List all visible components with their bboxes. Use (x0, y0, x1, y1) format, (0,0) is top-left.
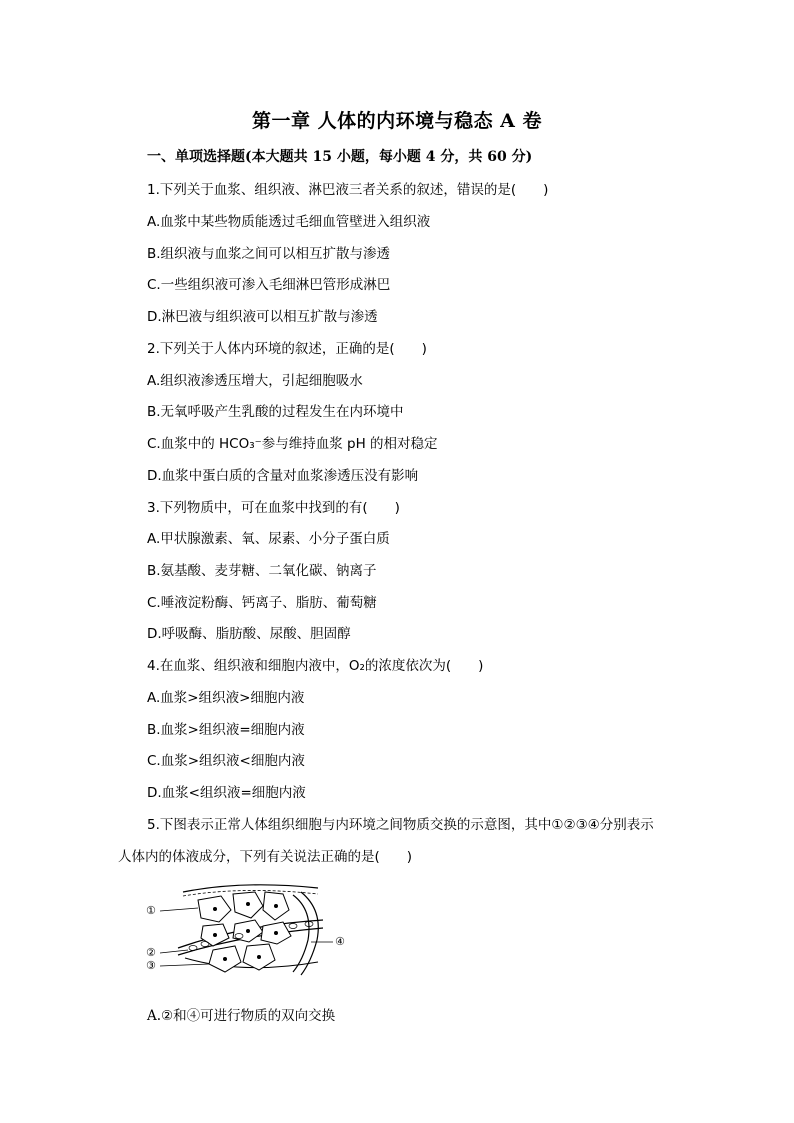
question-1-option-a: A.血浆中某些物质能透过毛细血管壁进入组织液 (147, 214, 431, 230)
tissue-cells-illustration (143, 880, 353, 985)
question-3-option-a: A.甲状腺激素、氧、尿素、小分子蛋白质 (147, 531, 390, 547)
question-1-stem: 1.下列关于血浆、组织液、淋巴液三者关系的叙述，错误的是( ) (147, 182, 549, 198)
figure-label-1: ① (146, 904, 156, 917)
question-2-option-b: B.无氧呼吸产生乳酸的过程发生在内环境中 (147, 404, 404, 420)
question-4-stem: 4.在血浆、组织液和细胞内液中，O₂的浓度依次为( ) (147, 658, 484, 674)
question-1-option-c: C.一些组织液可渗入毛细淋巴管形成淋巴 (147, 277, 391, 293)
question-4-option-d: D.血浆<组织液=细胞内液 (147, 785, 306, 801)
body-fluid-diagram (143, 880, 353, 985)
figure-label-3: ③ (146, 959, 156, 972)
question-2-stem: 2.下列关于人体内环境的叙述，正确的是( ) (147, 341, 427, 357)
figure-label-2: ② (146, 946, 156, 959)
question-2-option-a: A.组织液渗透压增大，引起细胞吸水 (147, 373, 363, 389)
question-5-stem-line2: 人体内的体液成分，下列有关说法正确的是( ) (118, 849, 413, 865)
question-5-stem-line1: 5.下图表示正常人体组织细胞与内环境之间物质交换的示意图，其中①②③④分别表示 (147, 817, 654, 833)
section-heading: 一、单项选择题(本大题共 15 小题，每小题 4 分，共 60 分) (147, 149, 533, 165)
question-2-option-c: C.血浆中的 HCO₃⁻参与维持血浆 pH 的相对稳定 (147, 436, 438, 452)
question-4-option-a: A.血浆>组织液>细胞内液 (147, 690, 305, 706)
question-3-option-d: D.呼吸酶、脂肪酸、尿酸、胆固醇 (147, 626, 351, 642)
question-3-stem: 3.下列物质中，可在血浆中找到的有( ) (147, 500, 400, 516)
question-4-option-b: B.血浆>组织液=细胞内液 (147, 722, 305, 738)
question-3-option-c: C.唾液淀粉酶、钙离子、脂肪、葡萄糖 (147, 595, 377, 611)
question-1-option-b: B.组织液与血浆之间可以相互扩散与渗透 (147, 246, 391, 262)
page-title: 第一章 人体的内环境与稳态 A 卷 (251, 110, 543, 132)
question-5-option-a: A.②和④可进行物质的双向交换 (147, 1008, 336, 1024)
question-1-option-d: D.淋巴液与组织液可以相互扩散与渗透 (147, 309, 378, 325)
question-2-option-d: D.血浆中蛋白质的含量对血浆渗透压没有影响 (147, 468, 419, 484)
question-3-option-b: B.氨基酸、麦芽糖、二氧化碳、钠离子 (147, 563, 377, 579)
question-4-option-c: C.血浆>组织液<细胞内液 (147, 753, 305, 769)
figure-label-4: ④ (335, 935, 345, 948)
